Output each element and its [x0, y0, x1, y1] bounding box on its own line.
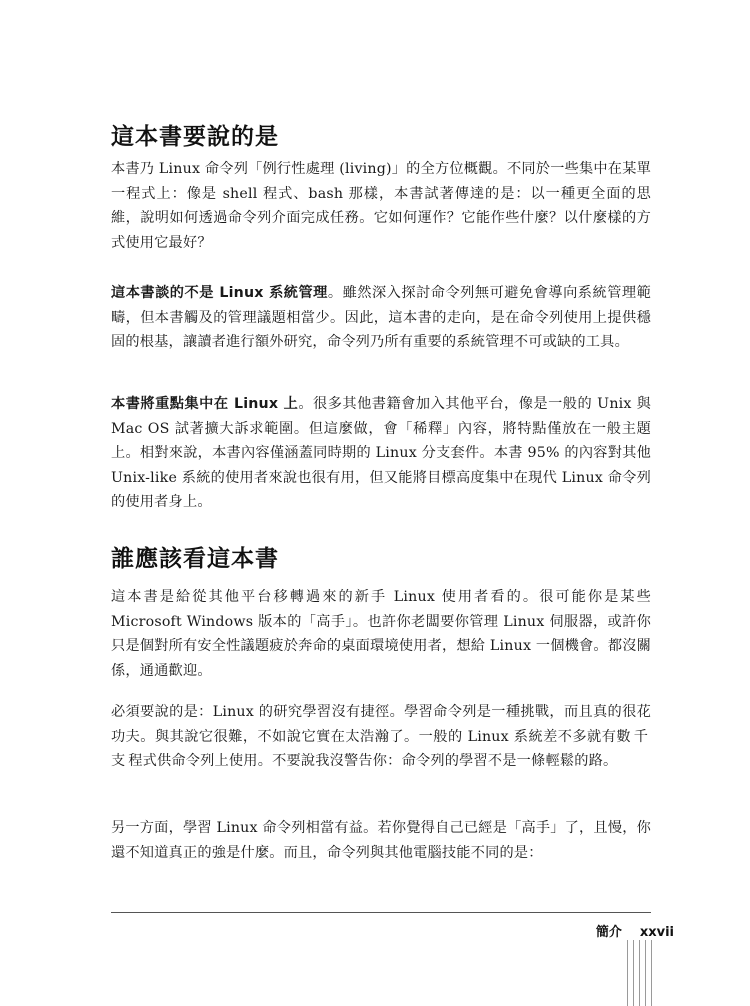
footer-page-number: xxvii — [639, 925, 674, 940]
paragraph-audience-text: 這本書是給從其他平台移轉過來的新手 Linux 使用者看的。很可能你是某些 Microsoft Windows 版本的「高手」。也許你老闆要你管理 Linux 伺服器，或許你只是個對所有安全性議題疲於奔命的桌面環境使用者，想給 Linux 一個機會。都沒關係，通通歡迎。 — [111, 589, 651, 679]
page-footer — [596, 921, 674, 940]
paragraph-not-sysadmin-text: 。雖然深入探討命令列無可避免會導向系統管理範疇，但本書觸及的管理議題相當少。因此，這本書的走向，是在命令列使用上提供穩固的根基，讓讀者進行額外研究，命令列乃所有重要的系統管理不可或缺的工具。 — [111, 285, 651, 351]
paragraph-no-shortcut-text-b: 程式供命令列上使用。不要說我沒警告你：命令列的學習不是一條輕鬆的路。 — [128, 753, 618, 770]
thumb-index-line — [651, 940, 652, 1006]
thumb-index-line — [633, 940, 634, 1006]
paragraph-linux-focus-lead: 本書將重點集中在 Linux 上 — [111, 396, 299, 412]
thumb-index-line — [627, 940, 628, 1006]
paragraph-linux-focus — [111, 392, 651, 515]
thumb-index-line — [639, 940, 640, 1006]
paragraph-rewarding-text: 另一方面，學習 Linux 命令列相當有益。若你覺得自己已經是「高手」了，且慢，你還不知道真正的強是什麼。而且，命令列與其他電腦技能不同的是： — [111, 820, 651, 861]
paragraph-no-shortcut — [111, 700, 651, 774]
paragraph-not-sysadmin-lead: 這本書談的不是 Linux 系統管理 — [111, 285, 328, 301]
paragraph-overview-text: 本書乃 Linux 命令列「例行性處理 (living)」的全方位概觀。不同於一些集中在某單一程式上：像是 shell 程式、bash 那樣，本書試著傳達的是：以一種更全面的思維，說明如何透過命令列介面完成任務。它如何運作？它能作些什麼？以什麼樣的方式使用它最好？ — [111, 161, 651, 251]
paragraph-no-shortcut-emphasis: 數千支 — [111, 728, 651, 770]
paragraph-no-shortcut-text-a: 必須要說的是：Linux 的研究學習沒有捷徑。學習命令列是一種挑戰，而且真的很花功夫。與其說它很難，不如說它實在太浩瀚了。一般的 Linux 系統差不多就有 — [111, 704, 651, 745]
footer-chapter-label: 簡介 — [595, 925, 622, 940]
section-heading-audience: 誰應該看這本書 — [111, 546, 279, 572]
paragraph-overview — [111, 157, 651, 255]
footer-divider — [111, 912, 651, 913]
paragraph-linux-focus-text: 。很多其他書籍會加入其他平台，像是一般的 Unix 與 Mac OS 試著擴大訴求範圍。但這麼做，會「稀釋」內容，將特點僅放在一般主題上。相對來說，本書內容僅涵蓋同時期的 Linux 分支套件。本書 95% 的內容對其他 Unix-like 系統的使用者來說也很有用，但又能將目標高度集中在現代 Linux 命令列的使用者身上。 — [111, 396, 651, 511]
paragraph-audience — [111, 585, 651, 683]
thumb-index-line — [645, 940, 646, 1006]
section-heading-about: 這本書要說的是 — [111, 124, 279, 150]
thumb-index-lines — [627, 940, 667, 1006]
paragraph-rewarding — [111, 816, 651, 865]
paragraph-not-sysadmin — [111, 281, 651, 355]
